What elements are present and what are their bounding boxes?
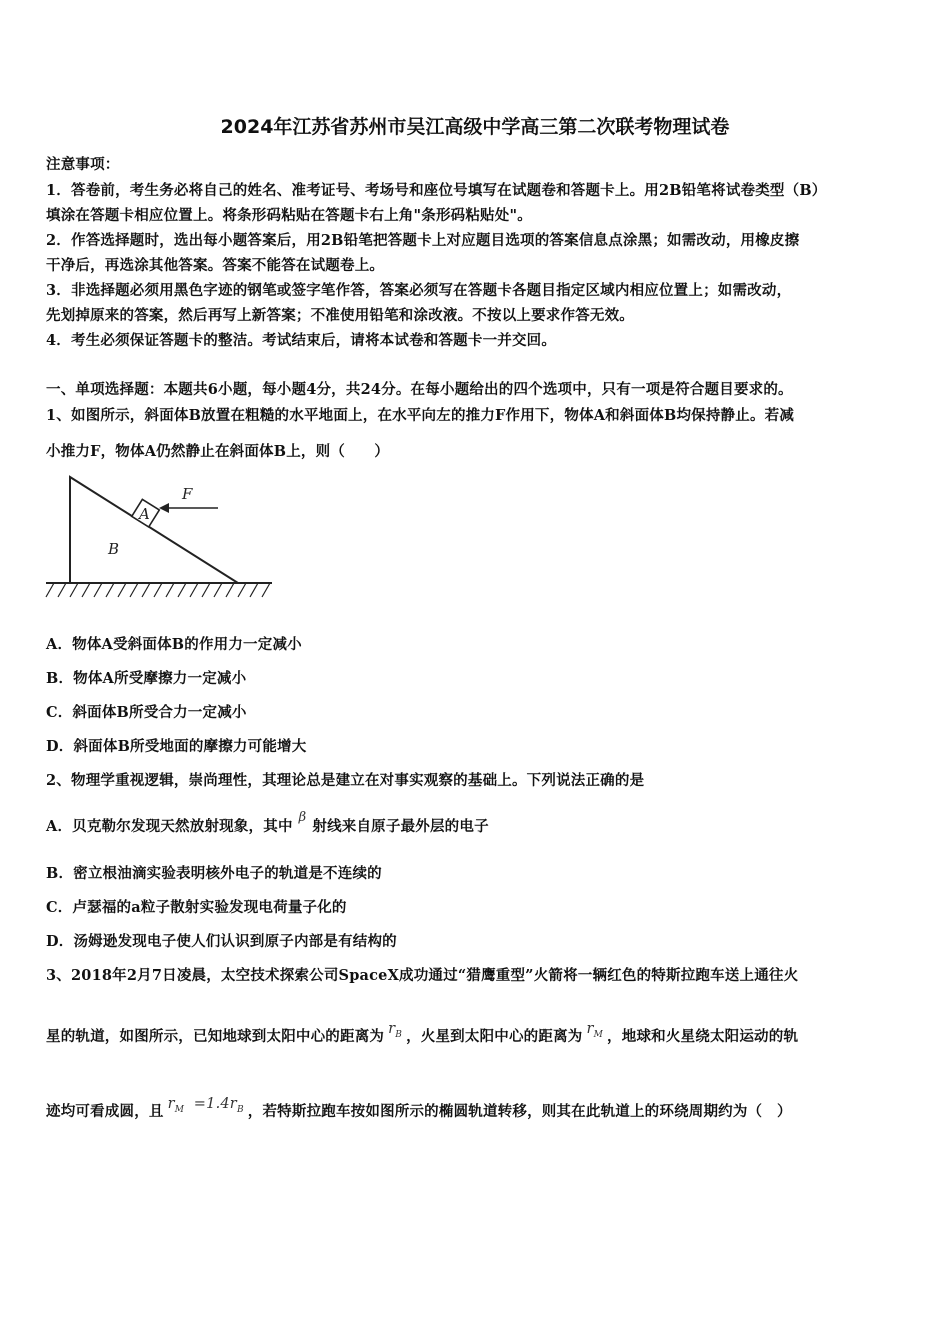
symbol-rm: $r_M$ (586, 1021, 604, 1040)
option-a-text: A．贝克勒尔发现天然放射现象，其中 (46, 818, 293, 835)
question-1-stem: 1、如图所示，斜面体B放置在粗糙的水平地面上，在水平向左的推力F作用下，物体A和斜面体B均保持静止。若减 (46, 407, 795, 424)
page-title: 2024年江苏省苏州市吴江高级中学高三第二次联考物理试卷 (220, 116, 730, 138)
incline-diagram (40, 470, 280, 605)
symbol-rb: $r_B$ (388, 1021, 403, 1040)
label-f: F (182, 485, 193, 503)
notice-line: 2．作答选择题时，选出每小题答案后，用2B铅笔把答题卡上对应题目选项的答案信息点涂黑；如需改动，用橡皮擦 (46, 232, 800, 249)
q3-text: ，火星到太阳中心的距离为 (406, 1028, 583, 1045)
q3-text: 迹均可看成圆，且 (46, 1103, 164, 1120)
q3-text: ，地球和火星绕太阳运动的轨 (607, 1028, 799, 1045)
notice-line: 1．答卷前，考生务必将自己的姓名、准考证号、考场号和座位号填写在试题卷和答题卡上。用2B铅笔将试卷类型（B） (46, 182, 827, 199)
option-item: A．物体A受斜面体B的作用力一定减小 (46, 636, 302, 653)
question-3-stem: 3、2018年2月7日凌晨，太空技术探索公司SpaceX成功通过“猎鹰重型”火箭将一辆红色的特斯拉跑车送上通往火 (46, 967, 799, 984)
q3-text: ，若特斯拉跑车按如图所示的椭圆轨道转移，则其在此轨道上的环绕周期约为（ ） (247, 1103, 792, 1120)
label-b: B (108, 540, 120, 558)
option-a-text-cont: 射线来自原子最外层的电子 (312, 818, 489, 835)
notice-line: 4．考生必须保证答题卡的整洁。考试结束后，请将本试卷和答题卡一并交回。 (46, 332, 557, 349)
option-item: D．斜面体B所受地面的摩擦力可能增大 (46, 738, 307, 755)
notice-line: 3．非选择题必须用黑色字迹的钢笔或签字笔作答，答案必须写在答题卡各题目指定区域内相应位置上；如需改动， (46, 282, 792, 299)
option-item: C．斜面体B所受合力一定减小 (46, 704, 247, 721)
option-item: B．密立根油滴实验表明核外电子的轨道是不连续的 (46, 865, 382, 882)
notice-line: 先划掉原来的答案，然后再写上新答案；不准使用铅笔和涂改液。不按以上要求作答无效。 (46, 307, 634, 324)
option-item: C．卢瑟福的a粒子散射实验发现电荷量子化的 (46, 899, 347, 916)
option-item: D．汤姆逊发现电子使人们认识到原子内部是有结构的 (46, 933, 397, 950)
incline-b (70, 477, 238, 583)
question-3-stem-cont (46, 1096, 792, 1123)
section-heading: 一、单项选择题：本题共6小题，每小题4分，共24分。在每小题给出的四个选项中，只有一项是符合题目要求的。 (46, 381, 793, 398)
question-2-stem: 2、物理学重视逻辑，崇尚理性，其理论总是建立在对事实观察的基础上。下列说法正确的是 (46, 772, 645, 789)
question-3-stem-cont (46, 1021, 799, 1048)
arrow-head (159, 503, 169, 513)
option-item: B．物体A所受摩擦力一定减小 (46, 670, 247, 687)
notice-line: 填涂在答题卡相应位置上。将条形码粘贴在答题卡右上角"条形码粘贴处"。 (46, 207, 532, 224)
notice-heading: 注意事项： (46, 156, 120, 173)
option-item (46, 810, 489, 836)
notice-line: 干净后，再选涂其他答案。答案不能答在试题卷上。 (46, 257, 385, 274)
question-1-stem-cont: 小推力F，物体A仍然静止在斜面体B上，则（ ） (46, 443, 390, 460)
q3-text: 星的轨道，如图所示，已知地球到太阳中心的距离为 (46, 1028, 385, 1045)
equation: $r_M =1.4r_B$ (167, 1096, 244, 1115)
ground-hatching (46, 583, 270, 597)
beta-symbol: β (298, 810, 307, 825)
label-a: A (139, 505, 150, 523)
